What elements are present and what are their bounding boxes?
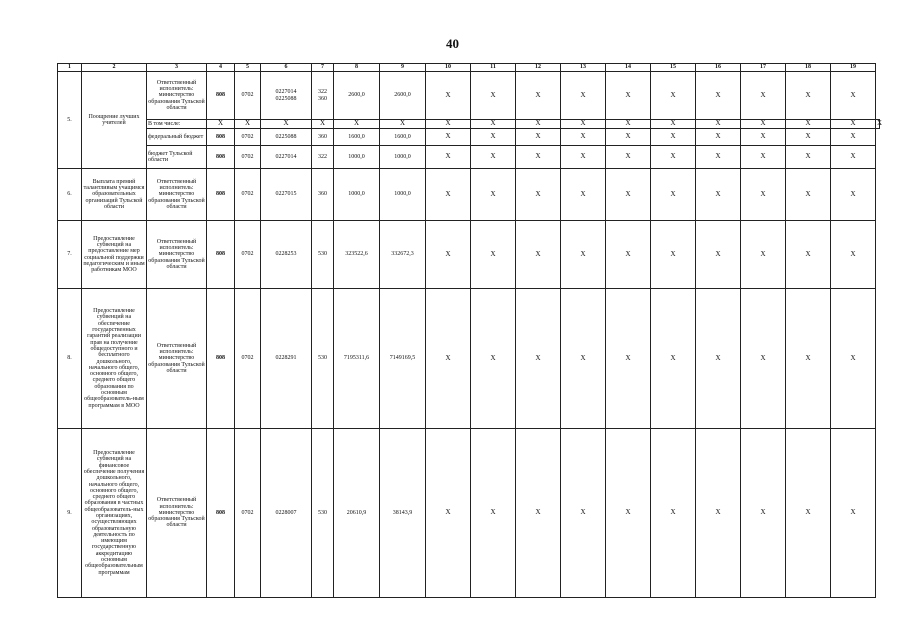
x-mark: Х <box>831 169 876 221</box>
cell-c8: 1000,0 <box>334 146 380 169</box>
cell-c5: 0702 <box>235 289 261 429</box>
x-mark: Х <box>261 120 312 129</box>
x-mark: Х <box>741 169 786 221</box>
cell-c6: 0227014 <box>261 146 312 169</box>
x-mark: Х <box>651 169 696 221</box>
x-mark: Х <box>471 146 516 169</box>
executor-cell: Ответственный исполнитель: министерство образования Тульской области <box>147 169 207 221</box>
cell-c4: 808 <box>207 146 235 169</box>
table-row <box>58 72 880 120</box>
cell-c8: 20610,9 <box>334 429 380 598</box>
x-mark: Х <box>334 120 380 129</box>
x-mark: Х <box>696 72 741 120</box>
x-mark: Х <box>696 221 741 289</box>
x-mark: Х <box>471 169 516 221</box>
column-header: 8 <box>334 64 380 72</box>
x-mark: Х <box>426 221 471 289</box>
column-header: 14 <box>606 64 651 72</box>
cell-c7: 322 <box>312 146 334 169</box>
cell-c9: 2600,0 <box>380 72 426 120</box>
x-mark: Х <box>651 146 696 169</box>
cell-c9: 7149169,5 <box>380 289 426 429</box>
x-mark: Х <box>516 289 561 429</box>
x-mark: Х <box>561 129 606 146</box>
cell-c7: 360 <box>312 129 334 146</box>
cell-c6: 0225088 <box>261 129 312 146</box>
column-header: 4 <box>207 64 235 72</box>
cell-c7: 360 <box>312 169 334 221</box>
executor-cell: бюджет Тульской области <box>147 146 207 169</box>
x-mark: Х <box>696 146 741 169</box>
x-mark: Х <box>426 169 471 221</box>
cell-c6: 0227015 <box>261 169 312 221</box>
x-mark: Х <box>561 146 606 169</box>
page-number: 40 <box>446 36 459 51</box>
x-mark: Х <box>786 72 831 120</box>
x-mark: Х <box>516 429 561 598</box>
x-mark: Х <box>831 120 876 129</box>
x-mark: Х <box>516 169 561 221</box>
row-number: 8. <box>58 289 82 429</box>
cell-c4: 808 <box>207 129 235 146</box>
x-mark: Х <box>426 72 471 120</box>
row-number: 7. <box>58 221 82 289</box>
x-mark: Х <box>516 72 561 120</box>
cell-c6: 0228007 <box>261 429 312 598</box>
column-header: 10 <box>426 64 471 72</box>
budget-table <box>57 63 883 598</box>
column-header: 16 <box>696 64 741 72</box>
x-mark: Х <box>471 289 516 429</box>
table-row <box>58 221 880 289</box>
cell-c9: 1000,0 <box>380 146 426 169</box>
cell-c4: 808 <box>207 289 235 429</box>
row-number: 5. <box>58 72 82 169</box>
row-number: 6. <box>58 169 82 221</box>
x-mark: Х <box>471 221 516 289</box>
column-header: 13 <box>561 64 606 72</box>
including-label: В том числе: <box>147 120 207 129</box>
x-mark: Х <box>831 429 876 598</box>
cell-c5: 0702 <box>235 169 261 221</box>
x-mark: Х <box>561 120 606 129</box>
x-mark: Х <box>207 120 235 129</box>
x-mark: Х <box>426 289 471 429</box>
cell-c5: 0702 <box>235 129 261 146</box>
x-mark: Х <box>471 120 516 129</box>
x-mark: Х <box>741 289 786 429</box>
x-mark: Х <box>471 429 516 598</box>
measure-name: Предоставление субвенций на предоставление мер социальной поддержки педагогическим и иным работникам МОО <box>82 221 147 289</box>
table-row <box>58 429 880 598</box>
cell-c7: 530 <box>312 289 334 429</box>
x-mark: Х <box>741 120 786 129</box>
x-mark: Х <box>831 289 876 429</box>
column-header: 7 <box>312 64 334 72</box>
x-mark: Х <box>561 169 606 221</box>
cell-c5: 0702 <box>235 72 261 120</box>
x-mark: Х <box>651 129 696 146</box>
measure-name: Предоставление субвенций на финансовое обеспечение получения дошкольного, начального общего, основного общего, среднего общего образования в частных общеобразователь-ных организациях, осуществляющих образовательную деятельность по имеющим государственную аккредитацию основным общеобразовательным программам <box>82 429 147 598</box>
x-mark: Х <box>561 221 606 289</box>
x-mark: Х <box>696 129 741 146</box>
table-row <box>58 120 880 129</box>
cell-c7: 530 <box>312 221 334 289</box>
column-header: 17 <box>741 64 786 72</box>
x-mark: Х <box>426 120 471 129</box>
cell-c4: 808 <box>207 72 235 120</box>
x-mark: Х <box>516 120 561 129</box>
x-mark: Х <box>877 119 883 128</box>
cell-c5: 0702 <box>235 429 261 598</box>
x-mark: Х <box>471 72 516 120</box>
cell-c5: 0702 <box>235 221 261 289</box>
x-mark: Х <box>651 120 696 129</box>
cell-c8: 7195311,6 <box>334 289 380 429</box>
x-mark: Х <box>696 289 741 429</box>
x-mark: Х <box>696 120 741 129</box>
x-mark: Х <box>380 120 426 129</box>
x-mark: Х <box>651 429 696 598</box>
x-mark: Х <box>235 120 261 129</box>
column-header: 19 <box>831 64 876 72</box>
executor-cell: Ответственный исполнитель: министерство образования Тульской области <box>147 289 207 429</box>
executor-cell: федеральный бюджет <box>147 129 207 146</box>
measure-name: Выплата премий талантливым учащимся образовательных организаций Тульской области <box>82 169 147 221</box>
cell-c8: 1600,0 <box>334 129 380 146</box>
x-mark: Х <box>606 129 651 146</box>
x-mark: Х <box>606 429 651 598</box>
x-mark: Х <box>741 429 786 598</box>
x-mark: Х <box>831 146 876 169</box>
cell-c4: 808 <box>207 169 235 221</box>
column-header: 5 <box>235 64 261 72</box>
x-mark: Х <box>786 169 831 221</box>
x-mark: Х <box>312 120 334 129</box>
x-mark: Х <box>561 429 606 598</box>
x-mark: Х <box>516 146 561 169</box>
x-mark: Х <box>606 72 651 120</box>
executor-cell: Ответственный исполнитель: министерство образования Тульской области <box>147 221 207 289</box>
column-header: 1 <box>58 64 82 72</box>
x-mark: Х <box>831 221 876 289</box>
x-mark: Х <box>696 169 741 221</box>
column-header: 12 <box>516 64 561 72</box>
x-mark: Х <box>606 169 651 221</box>
table-row <box>58 169 880 221</box>
measure-name: Поощрение лучших учителей <box>82 72 147 169</box>
row-number: 9. <box>58 429 82 598</box>
column-header: 9 <box>380 64 426 72</box>
x-mark: Х <box>786 429 831 598</box>
column-header: 2 <box>82 64 147 72</box>
x-mark: Х <box>516 221 561 289</box>
executor-cell: Ответственный исполнитель: министерство образования Тульской области <box>147 429 207 598</box>
cell-c4: 808 <box>207 221 235 289</box>
x-mark: Х <box>606 120 651 129</box>
cell-c7: 322 360 <box>312 72 334 120</box>
column-header: 11 <box>471 64 516 72</box>
x-mark: Х <box>426 129 471 146</box>
x-mark: Х <box>741 72 786 120</box>
x-mark: Х <box>831 72 876 120</box>
cell-c9: 38143,9 <box>380 429 426 598</box>
x-mark: Х <box>561 289 606 429</box>
column-header: 6 <box>261 64 312 72</box>
cell-c8: 2600,0 <box>334 72 380 120</box>
table-row <box>58 129 880 146</box>
column-header: 15 <box>651 64 696 72</box>
column-number-row <box>58 64 880 72</box>
cell-c9: 1000,0 <box>380 169 426 221</box>
x-mark: Х <box>741 146 786 169</box>
table-row <box>58 146 880 169</box>
x-mark: Х <box>471 129 516 146</box>
x-mark: Х <box>696 429 741 598</box>
cell-c6: 0228291 <box>261 289 312 429</box>
x-mark: Х <box>561 72 606 120</box>
x-mark: Х <box>786 120 831 129</box>
column-header: 3 <box>147 64 207 72</box>
cell-c9: 332672,3 <box>380 221 426 289</box>
x-mark: Х <box>651 72 696 120</box>
cell-c5: 0702 <box>235 146 261 169</box>
cell-c8: 1000,0 <box>334 169 380 221</box>
x-mark: Х <box>786 221 831 289</box>
column-header: 18 <box>786 64 831 72</box>
executor-cell: Ответственный исполнитель: министерство образования Тульской области <box>147 72 207 120</box>
x-mark: Х <box>606 289 651 429</box>
x-mark: Х <box>516 129 561 146</box>
x-mark: Х <box>786 146 831 169</box>
x-mark: Х <box>606 221 651 289</box>
x-mark: Х <box>741 221 786 289</box>
x-mark: Х <box>651 221 696 289</box>
x-mark: Х <box>831 129 876 146</box>
x-mark: Х <box>786 289 831 429</box>
cell-c6: 0228253 <box>261 221 312 289</box>
measure-name: Предоставление субвенций на обеспечение государственных гарантий реализации прав на получение общедоступного и бесплатного дошкольного, начального общего, основного общего, среднего общего образования по основным общеобразователь-ным программам в МОО <box>82 289 147 429</box>
cell-c8: 323522,6 <box>334 221 380 289</box>
x-mark: Х <box>426 429 471 598</box>
cell-c9: 1600,0 <box>380 129 426 146</box>
cell-c6: 0227014 0225088 <box>261 72 312 120</box>
cell-c7: 530 <box>312 429 334 598</box>
x-mark: Х <box>741 129 786 146</box>
table-row <box>58 289 880 429</box>
x-mark: Х <box>786 129 831 146</box>
cell-c4: 808 <box>207 429 235 598</box>
x-mark: Х <box>651 289 696 429</box>
x-mark: Х <box>606 146 651 169</box>
x-mark: Х <box>426 146 471 169</box>
